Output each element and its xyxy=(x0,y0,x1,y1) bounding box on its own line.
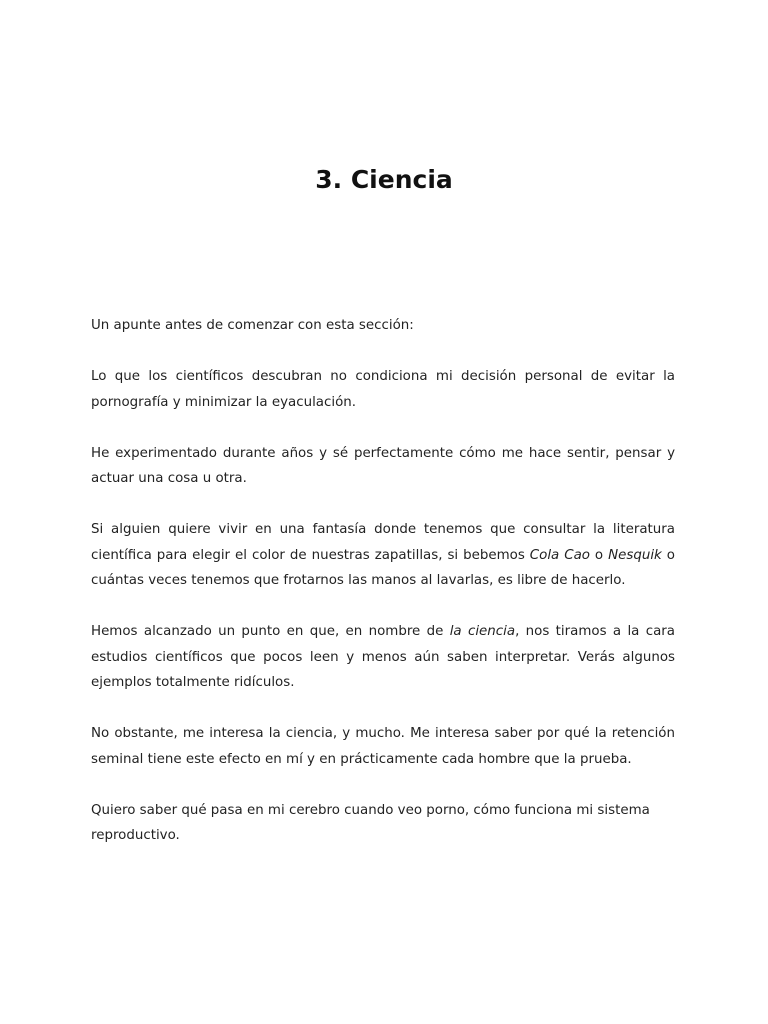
paragraph-fantasy xyxy=(91,517,675,594)
paragraph-experience: He experimentado durante años y sé perfectamente cómo me hace sentir, pensar y actuar una cosa u otra. xyxy=(91,445,675,486)
paragraph-science-name-text-2: , nos tiramos a la cara estudios científicos que pocos leen y menos aún saben interpretar. Verás algunos ejemplos totalmente ridículos. xyxy=(91,624,675,690)
phrase-la-ciencia: la ciencia xyxy=(449,624,516,639)
paragraph-interest: No obstante, me interesa la ciencia, y mucho. Me interesa saber por qué la retención seminal tiene este efecto en mí y en prácticamente cada hombre que la prueba. xyxy=(91,726,675,767)
paragraph-decision: Lo que los científicos descubran no condiciona mi decisión personal de evitar la pornografía y minimizar la eyaculación. xyxy=(91,369,675,410)
brand-nesquik: Nesquik xyxy=(608,547,662,563)
chapter-body xyxy=(91,313,675,874)
paragraph-fantasy-text-1: Si alguien quiere vivir en una fantasía donde tenemos que consultar la literatura científica para elegir el color de nuestras zapatillas, si bebemos xyxy=(91,522,675,563)
paragraph-fantasy-text-3: o cuántas veces tenemos que frotarnos las manos al lavarlas, es libre de hacerlo. xyxy=(91,547,675,588)
paragraph-science-name-text-1: Hemos alcanzado un punto en que, en nombre de xyxy=(91,624,450,639)
paragraph-brain: Quiero saber qué pasa en mi cerebro cuando veo porno, cómo funciona mi sistema reproductivo. xyxy=(91,802,650,843)
chapter-title: 3. Ciencia xyxy=(315,165,453,194)
paragraph-science-name xyxy=(91,619,675,696)
brand-cola-cao: Cola Cao xyxy=(529,547,590,563)
paragraph-fantasy-text-2: o xyxy=(589,547,609,563)
paragraph-intro-note: Un apunte antes de comenzar con esta sección: xyxy=(91,318,414,333)
